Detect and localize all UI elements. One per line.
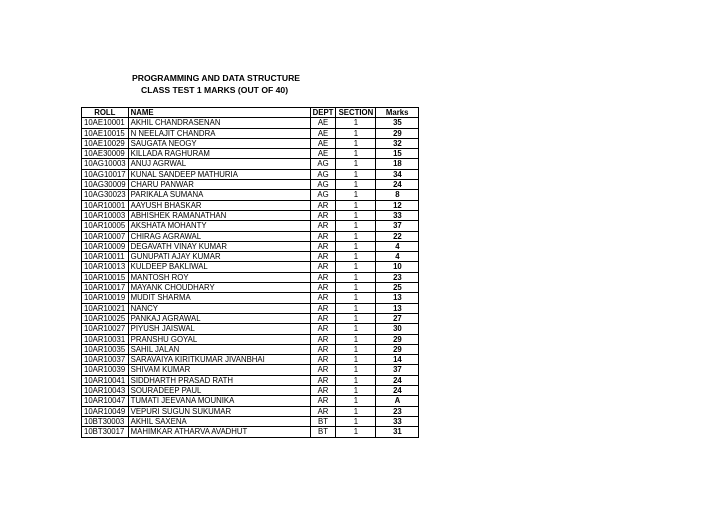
column-header-roll: ROLL (82, 108, 129, 118)
name-cell: ANUJ AGRWAL (128, 159, 310, 169)
marks-cell: 34 (376, 169, 419, 179)
marks-cell: A (376, 396, 419, 406)
roll-cell: 10AE10015 (82, 128, 129, 138)
table-row (82, 344, 419, 354)
name-cell: SAHIL JALAN (128, 344, 310, 354)
marks-cell: 35 (376, 118, 419, 128)
table-row (82, 365, 419, 375)
name-cell: SARAVAIYA KIRITKUMAR JIVANBHAI (128, 355, 310, 365)
name-cell: SIDDHARTH PRASAD RATH (128, 375, 310, 385)
roll-cell: 10AR10035 (82, 344, 129, 354)
roll-cell: 10AG30023 (82, 190, 129, 200)
table-row (82, 406, 419, 416)
section-cell: 1 (336, 334, 376, 344)
dept-cell: BT (310, 416, 336, 426)
section-cell: 1 (336, 138, 376, 148)
roll-cell: 10AR10037 (82, 355, 129, 365)
roll-cell: 10AR10017 (82, 283, 129, 293)
column-header-section: SECTION (336, 108, 376, 118)
dept-cell: AG (310, 159, 336, 169)
section-cell: 1 (336, 231, 376, 241)
dept-cell: AR (310, 252, 336, 262)
roll-cell: 10AR10005 (82, 221, 129, 231)
table-body (82, 118, 419, 437)
name-cell: CHARU PANWAR (128, 180, 310, 190)
dept-cell: AR (310, 324, 336, 334)
dept-cell: AE (310, 118, 336, 128)
marks-cell: 23 (376, 406, 419, 416)
section-cell: 1 (336, 427, 376, 437)
table-row (82, 221, 419, 231)
table-row (82, 200, 419, 210)
dept-cell: AR (310, 313, 336, 323)
table-row (82, 375, 419, 385)
table-row (82, 313, 419, 323)
roll-cell: 10AR10013 (82, 262, 129, 272)
marks-cell: 29 (376, 334, 419, 344)
name-cell: KULDEEP BAKLIWAL (128, 262, 310, 272)
table-row (82, 138, 419, 148)
roll-cell: 10AR10007 (82, 231, 129, 241)
section-cell: 1 (336, 272, 376, 282)
section-cell: 1 (336, 180, 376, 190)
marks-cell: 32 (376, 138, 419, 148)
roll-cell: 10AG10003 (82, 159, 129, 169)
document-subtitle: CLASS TEST 1 MARKS (OUT OF 40) (141, 85, 289, 95)
table-row (82, 252, 419, 262)
table-row (82, 324, 419, 334)
section-cell: 1 (336, 396, 376, 406)
marks-cell: 8 (376, 190, 419, 200)
dept-cell: AR (310, 272, 336, 282)
section-cell: 1 (336, 221, 376, 231)
section-cell: 1 (336, 416, 376, 426)
table-row (82, 210, 419, 220)
name-cell: PIYUSH JAISWAL (128, 324, 310, 334)
name-cell: MAYANK CHOUDHARY (128, 283, 310, 293)
section-cell: 1 (336, 128, 376, 138)
table-row (82, 169, 419, 179)
roll-cell: 10AE10001 (82, 118, 129, 128)
marks-cell: 31 (376, 427, 419, 437)
dept-cell: AE (310, 149, 336, 159)
name-cell: KILLADA RAGHURAM (128, 149, 310, 159)
table-row (82, 190, 419, 200)
dept-cell: AR (310, 355, 336, 365)
column-header-marks: Marks (376, 108, 419, 118)
marks-cell: 24 (376, 386, 419, 396)
roll-cell: 10AR10019 (82, 293, 129, 303)
dept-cell: AR (310, 334, 336, 344)
marks-cell: 37 (376, 221, 419, 231)
roll-cell: 10AR10027 (82, 324, 129, 334)
table-row (82, 159, 419, 169)
marks-cell: 10 (376, 262, 419, 272)
name-cell: KUNAL SANDEEP MATHURIA (128, 169, 310, 179)
roll-cell: 10BT30017 (82, 427, 129, 437)
table-row (82, 149, 419, 159)
dept-cell: BT (310, 427, 336, 437)
marks-cell: 15 (376, 149, 419, 159)
table-row (82, 262, 419, 272)
dept-cell: AR (310, 344, 336, 354)
name-cell: GUNUPATI AJAY KUMAR (128, 252, 310, 262)
marks-cell: 27 (376, 313, 419, 323)
roll-cell: 10AR10021 (82, 303, 129, 313)
name-cell: ABHISHEK RAMANATHAN (128, 210, 310, 220)
table-row (82, 427, 419, 437)
roll-cell: 10AR10025 (82, 313, 129, 323)
roll-cell: 10AR10039 (82, 365, 129, 375)
section-cell: 1 (336, 293, 376, 303)
name-cell: N NEELAJIT CHANDRA (128, 128, 310, 138)
table-row (82, 283, 419, 293)
name-cell: TUMATI JEEVANA MOUNIKA (128, 396, 310, 406)
table-row (82, 272, 419, 282)
marks-cell: 22 (376, 231, 419, 241)
roll-cell: 10AR10041 (82, 375, 129, 385)
table-row (82, 303, 419, 313)
dept-cell: AR (310, 221, 336, 231)
table-row (82, 293, 419, 303)
name-cell: SAUGATA NEOGY (128, 138, 310, 148)
marks-cell: 13 (376, 303, 419, 313)
table-row (82, 355, 419, 365)
name-cell: AAYUSH BHASKAR (128, 200, 310, 210)
dept-cell: AR (310, 396, 336, 406)
dept-cell: AR (310, 293, 336, 303)
marks-cell: 4 (376, 241, 419, 251)
roll-cell: 10AR10049 (82, 406, 129, 416)
dept-cell: AR (310, 200, 336, 210)
table-header-row (82, 108, 419, 118)
name-cell: AKHIL SAXENA (128, 416, 310, 426)
section-cell: 1 (336, 118, 376, 128)
name-cell: CHIRAG AGRAWAL (128, 231, 310, 241)
marks-cell: 18 (376, 159, 419, 169)
marks-cell: 29 (376, 128, 419, 138)
roll-cell: 10AR10047 (82, 396, 129, 406)
roll-cell: 10AG10017 (82, 169, 129, 179)
dept-cell: AR (310, 241, 336, 251)
dept-cell: AE (310, 138, 336, 148)
dept-cell: AR (310, 406, 336, 416)
section-cell: 1 (336, 313, 376, 323)
name-cell: MANTOSH ROY (128, 272, 310, 282)
dept-cell: AR (310, 375, 336, 385)
table-row (82, 180, 419, 190)
table-row (82, 334, 419, 344)
name-cell: NANCY (128, 303, 310, 313)
table-row (82, 128, 419, 138)
section-cell: 1 (336, 210, 376, 220)
name-cell: SOURADEEP PAUL (128, 386, 310, 396)
marks-cell: 37 (376, 365, 419, 375)
marks-cell: 25 (376, 283, 419, 293)
table-row (82, 386, 419, 396)
marks-cell: 33 (376, 210, 419, 220)
name-cell: MUDIT SHARMA (128, 293, 310, 303)
marks-cell: 13 (376, 293, 419, 303)
table-row (82, 231, 419, 241)
name-cell: VEPURI SUGUN SUKUMAR (128, 406, 310, 416)
name-cell: AKSHATA MOHANTY (128, 221, 310, 231)
section-cell: 1 (336, 303, 376, 313)
section-cell: 1 (336, 241, 376, 251)
dept-cell: AG (310, 180, 336, 190)
name-cell: MAHIMKAR ATHARVA AVADHUT (128, 427, 310, 437)
roll-cell: 10AR10015 (82, 272, 129, 282)
section-cell: 1 (336, 149, 376, 159)
dept-cell: AR (310, 386, 336, 396)
dept-cell: AR (310, 283, 336, 293)
table-row (82, 416, 419, 426)
section-cell: 1 (336, 324, 376, 334)
roll-cell: 10AR10001 (82, 200, 129, 210)
name-cell: AKHIL CHANDRASENAN (128, 118, 310, 128)
marks-cell: 24 (376, 180, 419, 190)
section-cell: 1 (336, 375, 376, 385)
section-cell: 1 (336, 406, 376, 416)
section-cell: 1 (336, 355, 376, 365)
document-title: PROGRAMMING AND DATA STRUCTURE (132, 73, 301, 83)
marks-cell: 33 (376, 416, 419, 426)
roll-cell: 10AR10009 (82, 241, 129, 251)
marks-table (81, 107, 419, 438)
name-cell: DEGAVATH VINAY KUMAR (128, 241, 310, 251)
roll-cell: 10AR10003 (82, 210, 129, 220)
roll-cell: 10AE30009 (82, 149, 129, 159)
section-cell: 1 (336, 159, 376, 169)
table-row (82, 118, 419, 128)
dept-cell: AG (310, 169, 336, 179)
section-cell: 1 (336, 365, 376, 375)
marks-cell: 24 (376, 375, 419, 385)
roll-cell: 10AR10043 (82, 386, 129, 396)
section-cell: 1 (336, 190, 376, 200)
roll-cell: 10AR10011 (82, 252, 129, 262)
name-cell: PRANSHU GOYAL (128, 334, 310, 344)
section-cell: 1 (336, 252, 376, 262)
name-cell: SHIVAM KUMAR (128, 365, 310, 375)
section-cell: 1 (336, 169, 376, 179)
table-row (82, 396, 419, 406)
name-cell: PANKAJ AGRAWAL (128, 313, 310, 323)
roll-cell: 10BT30003 (82, 416, 129, 426)
dept-cell: AE (310, 128, 336, 138)
marks-cell: 12 (376, 200, 419, 210)
marks-cell: 29 (376, 344, 419, 354)
section-cell: 1 (336, 344, 376, 354)
name-cell: PARIKALA SUMANA (128, 190, 310, 200)
marks-cell: 4 (376, 252, 419, 262)
table-row (82, 241, 419, 251)
dept-cell: AR (310, 262, 336, 272)
dept-cell: AG (310, 190, 336, 200)
dept-cell: AR (310, 303, 336, 313)
dept-cell: AR (310, 210, 336, 220)
column-header-dept: DEPT (310, 108, 336, 118)
column-header-name: NAME (128, 108, 310, 118)
section-cell: 1 (336, 386, 376, 396)
section-cell: 1 (336, 200, 376, 210)
roll-cell: 10AE10029 (82, 138, 129, 148)
marks-cell: 14 (376, 355, 419, 365)
dept-cell: AR (310, 231, 336, 241)
roll-cell: 10AR10031 (82, 334, 129, 344)
marks-cell: 23 (376, 272, 419, 282)
roll-cell: 10AG30009 (82, 180, 129, 190)
section-cell: 1 (336, 262, 376, 272)
dept-cell: AR (310, 365, 336, 375)
marks-cell: 30 (376, 324, 419, 334)
section-cell: 1 (336, 283, 376, 293)
